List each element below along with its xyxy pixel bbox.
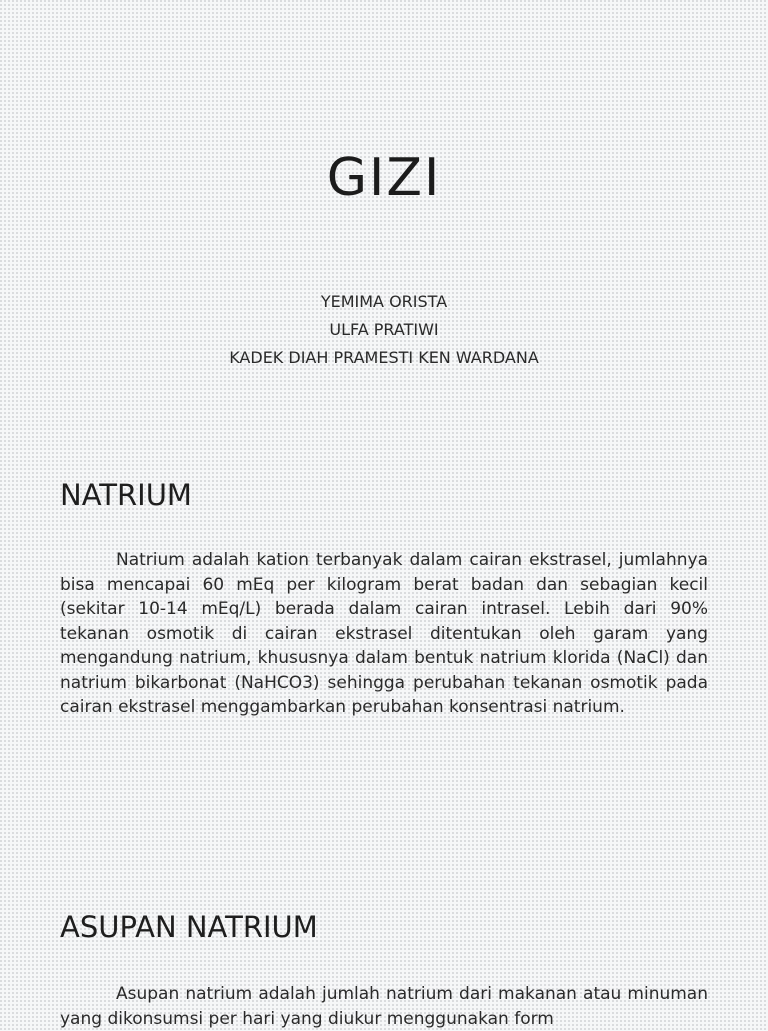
- section-paragraph: Asupan natrium adalah jumlah natrium dari makanan atau minuman yang dikonsumsi per hari yang diukur menggunakan form: [60, 984, 708, 1029]
- author-name: KADEK DIAH PRAMESTI KEN WARDANA: [229, 348, 539, 367]
- title-slide: [0, 0, 768, 430]
- document-title: GIZI: [326, 148, 442, 208]
- author-name: YEMIMA ORISTA: [320, 292, 448, 311]
- author-list: [0, 288, 768, 372]
- author-name: ULFA PRATIWI: [329, 320, 439, 339]
- section-heading: ASUPAN NATRIUM: [60, 910, 318, 944]
- section-paragraph: Natrium adalah kation terbanyak dalam cairan ekstrasel, jumlahnya bisa mencapai 60 mEq per kilogram berat badan dan sebagian kecil (sekitar 10-14 mEq/L) berada dalam cairan intrasel. Lebih dari 90% tekanan osmotik di cairan ekstrasel ditentukan oleh garam yang mengandung natrium, khususnya dalam bentuk natrium klorida (NaCl) dan natrium bikarbonat (NaHCO3) sehingga perubahan tekanan osmotik pada cairan ekstrasel menggambarkan perubahan konsentrasi natrium.: [60, 550, 708, 717]
- section-heading: NATRIUM: [60, 478, 192, 512]
